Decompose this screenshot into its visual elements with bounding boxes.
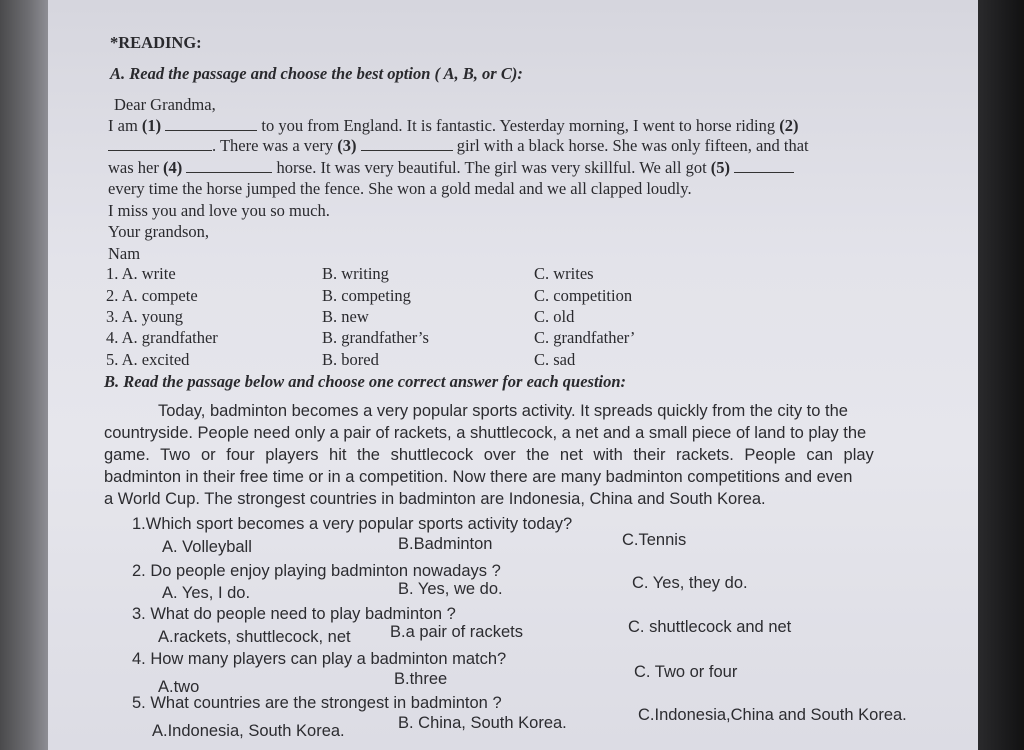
option-c[interactable]: C. sad — [534, 350, 576, 369]
passage-line-3: game. Two or four players hit the shuttlecock over the net with their rackets. People can play — [104, 446, 874, 464]
question-3-option-c[interactable]: C. shuttlecock and net — [628, 618, 792, 636]
blank-3[interactable] — [361, 136, 453, 151]
blank-number-1: (1) — [141, 116, 162, 135]
option-c[interactable]: C. grandfather’ — [534, 328, 636, 347]
option-b[interactable]: B. competing — [322, 286, 411, 305]
question-5-option-b[interactable]: B. China, South Korea. — [398, 714, 567, 732]
blank-4[interactable] — [186, 158, 272, 173]
option-row: 2. A. compete — [106, 286, 198, 305]
blank-5[interactable] — [734, 158, 794, 173]
question-5-option-c[interactable]: C.Indonesia,China and South Korea. — [638, 706, 907, 724]
background-left-edge — [0, 0, 48, 750]
blank-2[interactable] — [108, 136, 212, 151]
letter-text: I am — [108, 116, 138, 135]
option-b[interactable]: B. grandfather’s — [322, 328, 429, 347]
letter-text: . There was a very — [212, 136, 334, 155]
passage-line-5: a World Cup. The strongest countries in badminton are Indonesia, China and South Korea. — [104, 490, 766, 508]
letter-text: girl with a black horse. She was only fifteen, and that — [456, 136, 809, 155]
letter-closing: Your grandson, — [108, 222, 209, 241]
option-a[interactable]: A. excited — [121, 350, 190, 369]
option-a[interactable]: A. grandfather — [121, 328, 218, 347]
letter-line-2 — [108, 136, 898, 156]
letter-text: horse. It was very beautiful. The girl was very skillful. We all got — [276, 158, 707, 177]
option-a[interactable]: A. compete — [121, 286, 198, 305]
option-a[interactable]: A. young — [121, 307, 184, 326]
question-5: 5. What countries are the strongest in badminton ? — [132, 694, 502, 712]
question-1-option-b[interactable]: B.Badminton — [398, 535, 493, 553]
option-row: 1. A. write — [106, 264, 176, 283]
letter-line-5: I miss you and love you so much. — [108, 201, 330, 220]
option-c[interactable]: C. competition — [534, 286, 633, 305]
option-b[interactable]: B. new — [322, 307, 369, 326]
letter-line-3 — [108, 158, 908, 178]
letter-text: to you from England. It is fantastic. Yesterday morning, I went to horse riding — [261, 116, 776, 135]
question-2-option-c[interactable]: C. Yes, they do. — [632, 574, 748, 592]
question-5-option-a[interactable]: A.Indonesia, South Korea. — [152, 722, 345, 740]
option-a[interactable]: A. write — [121, 264, 176, 283]
blank-number-3: (3) — [337, 136, 357, 155]
passage-line-2: countryside. People need only a pair of rackets, a shuttlecock, a net and a small piece of land to play the — [104, 424, 867, 442]
question-4-option-a[interactable]: A.two — [158, 678, 200, 696]
blank-1[interactable] — [165, 116, 257, 131]
letter-greeting: Dear Grandma, — [114, 95, 216, 114]
letter-text: was her — [108, 158, 159, 177]
background-right-edge — [978, 0, 1024, 750]
passage-line-4: badminton in their free time or in a competition. Now there are many badminton competitions and even — [104, 468, 853, 486]
question-2-option-a[interactable]: A. Yes, I do. — [162, 584, 251, 602]
letter-line-4: every time the horse jumped the fence. She won a gold medal and we all clapped loudly. — [108, 179, 692, 198]
question-2: 2. Do people enjoy playing badminton nowadays ? — [132, 562, 501, 580]
question-4-option-b[interactable]: B.three — [394, 670, 448, 688]
option-row: 3. A. young — [106, 307, 184, 326]
blank-number-4: (4) — [162, 158, 183, 177]
option-c[interactable]: C. old — [534, 307, 575, 326]
part-a-instruction: A. Read the passage and choose the best option ( A, B, or C): — [110, 64, 523, 83]
option-row: 5. A. excited — [106, 350, 190, 369]
blank-number-2: (2) — [779, 116, 799, 135]
letter-line-1 — [108, 116, 898, 136]
question-4-option-c[interactable]: C. Two or four — [634, 663, 738, 681]
passage-line-1: Today, badminton becomes a very popular sports activity. It spreads quickly from the city to the — [158, 402, 848, 420]
question-3-option-a[interactable]: A.rackets, shuttlecock, net — [158, 628, 351, 646]
question-3-option-b[interactable]: B.a pair of rackets — [390, 623, 523, 641]
option-row: 4. A. grandfather — [106, 328, 218, 347]
section-title: *READING: — [110, 33, 202, 52]
part-b-instruction: B. Read the passage below and choose one correct answer for each question: — [104, 372, 627, 391]
letter-signature: Nam — [108, 244, 141, 263]
question-1-option-c[interactable]: C.Tennis — [622, 531, 687, 549]
question-4: 4. How many players can play a badminton match? — [132, 650, 507, 668]
question-3: 3. What do people need to play badminton ? — [132, 605, 456, 623]
blank-number-5: (5) — [710, 158, 731, 177]
question-1: 1.Which sport becomes a very popular sports activity today? — [132, 515, 573, 533]
option-b[interactable]: B. writing — [322, 264, 389, 283]
worksheet-page — [48, 0, 978, 750]
question-1-option-a[interactable]: A. Volleyball — [162, 538, 252, 556]
option-b[interactable]: B. bored — [322, 350, 379, 369]
option-c[interactable]: C. writes — [534, 264, 594, 283]
question-2-option-b[interactable]: B. Yes, we do. — [398, 580, 503, 598]
